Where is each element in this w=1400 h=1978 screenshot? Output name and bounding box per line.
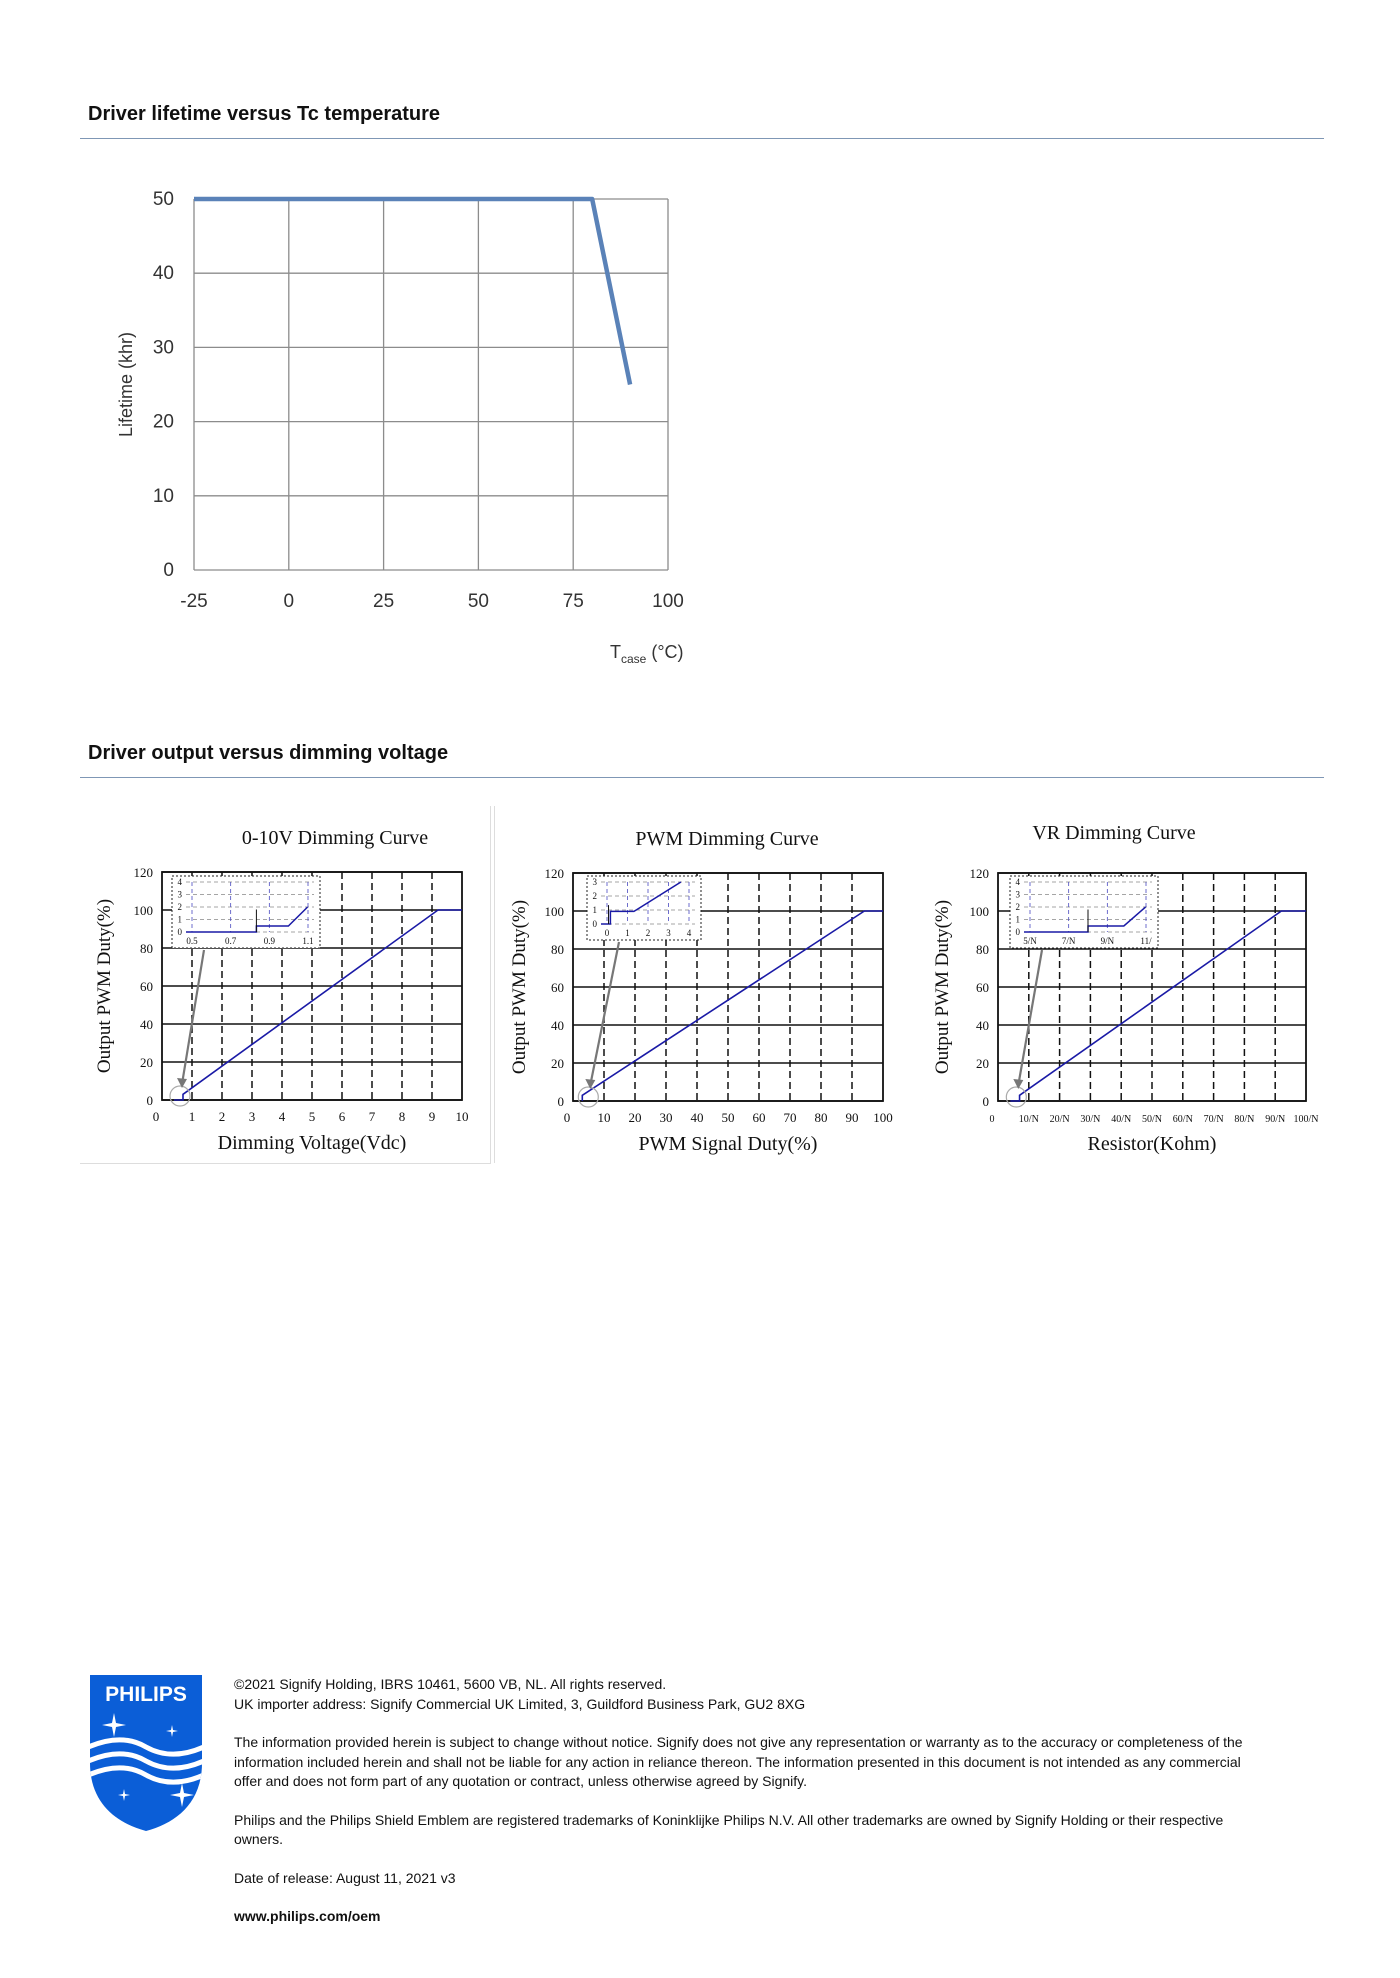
x-tick-label: 10 xyxy=(455,1109,469,1124)
inset-y-tick-label: 2 xyxy=(1015,902,1020,912)
y-tick-label: 60 xyxy=(140,979,153,994)
x-tick-label: 8 xyxy=(398,1109,406,1124)
lifetime-chart xyxy=(110,180,710,670)
x-tick-label: 7 xyxy=(368,1109,376,1124)
x-tick-label: 60 xyxy=(752,1110,766,1125)
x-tick-label: 20/N xyxy=(1049,1114,1070,1125)
y-tick-label: 0 xyxy=(982,1094,989,1109)
inset-y-tick-label: 2 xyxy=(592,891,597,901)
inset-x-tick-label: 0.7 xyxy=(225,936,237,946)
y-tick-label: 40 xyxy=(551,1018,564,1033)
y-tick-label: 0 xyxy=(557,1094,564,1109)
x-tick-label: 50/N xyxy=(1142,1114,1162,1125)
y-tick-label: 100 xyxy=(544,904,564,919)
x-tick-label: 0 xyxy=(152,1109,160,1124)
inset-x-tick-label: 11/ xyxy=(1140,936,1152,946)
x-tick-label: 30/N xyxy=(1080,1114,1101,1125)
x-tick-label: 70 xyxy=(783,1110,797,1125)
chart-title: VR Dimming Curve xyxy=(1032,822,1196,844)
inset-x-tick-label: 4 xyxy=(686,928,692,938)
x-tick-label: 20 xyxy=(628,1110,642,1125)
footer-importer: UK importer address: Signify Commercial UK Limited, 3, Guildford Business Park, GU2 8XG xyxy=(234,1695,806,1712)
inset-y-tick-label: 1 xyxy=(1015,914,1020,925)
inset-y-tick-label: 4 xyxy=(177,877,182,887)
y-tick-label: 40 xyxy=(140,1017,153,1032)
x-axis-label: PWM Signal Duty(%) xyxy=(638,1133,818,1155)
x-tick-label: 60/N xyxy=(1172,1114,1193,1125)
x-tick-label: 100/N xyxy=(1293,1114,1319,1125)
inset-x-tick-label: 1.1 xyxy=(302,936,314,946)
y-tick-label: 120 xyxy=(544,866,564,881)
y-tick-label: 60 xyxy=(976,980,989,995)
y-axis-label: Output PWM Duty(%) xyxy=(932,899,953,1075)
y-tick-label: 120 xyxy=(969,866,989,881)
inset-y-tick-label: 3 xyxy=(177,889,182,900)
inset-y-tick-label: 2 xyxy=(177,902,182,912)
x-tick-label: 4 xyxy=(278,1109,286,1124)
x-tick-label: 0 xyxy=(989,1114,995,1125)
y-tick-label: 40 xyxy=(976,1018,989,1033)
x-tick-label: 40 xyxy=(690,1110,704,1125)
philips-wordmark: PHILIPS xyxy=(105,1683,187,1706)
x-tick-label: 30 xyxy=(659,1110,673,1125)
y-tick-label: 10 xyxy=(152,485,174,507)
zoom-circle xyxy=(1006,1087,1026,1107)
y-tick-label: 30 xyxy=(152,337,174,359)
inset-x-tick-label: 9/N xyxy=(1100,936,1115,946)
y-tick-label: 50 xyxy=(152,189,174,210)
inset-y-tick-label: 3 xyxy=(1015,889,1020,900)
dimming-chart-vr xyxy=(918,806,1330,1163)
y-tick-label: 100 xyxy=(969,904,989,919)
x-tick-label: 90/N xyxy=(1265,1114,1286,1125)
y-tick-label: 20 xyxy=(140,1055,153,1070)
inset-x-tick-label: 0.5 xyxy=(186,936,198,946)
y-tick-label: 0 xyxy=(146,1093,153,1108)
y-tick-label: 80 xyxy=(140,941,153,956)
footer-disclaimer: The information provided herein is subject to change without notice. Signify does not give any representation or warranty as to the accuracy or completeness of the information included herein and shall not be liable for any action in reliance thereon. The information presented in this document is not intended as any commercial offer and does not form part of any quotation or contract, unless otherwise agreed by Signify. xyxy=(234,1734,1243,1789)
inset-x-tick-label: 2 xyxy=(645,928,651,938)
x-tick-label: 10 xyxy=(597,1110,611,1125)
chart-title: PWM Dimming Curve xyxy=(635,828,819,850)
y-tick-label: 120 xyxy=(133,865,153,880)
inset-y-tick-label: 0 xyxy=(592,919,597,929)
x-tick-label: 100 xyxy=(873,1110,893,1125)
chart-title: 0-10V Dimming Curve xyxy=(241,827,429,849)
x-tick-label: 6 xyxy=(338,1109,346,1124)
y-tick-label: 80 xyxy=(976,942,989,957)
x-tick-label: 50 xyxy=(721,1110,735,1125)
x-tick-label: 9 xyxy=(428,1109,436,1124)
x-tick-label: -25 xyxy=(180,591,208,612)
zoom-circle xyxy=(578,1087,598,1107)
dimming-chart-pwm xyxy=(494,806,915,1163)
section-divider xyxy=(80,138,1324,139)
y-axis-label: Output PWM Duty(%) xyxy=(94,898,115,1074)
footer-trademarks: Philips and the Philips Shield Emblem are registered trademarks of Koninklijke Philips N.V. All other trademarks are owned by Signify Holding or their respective owners. xyxy=(234,1811,1224,1847)
zoom-circle xyxy=(170,1086,190,1106)
x-tick-label: 1 xyxy=(188,1109,196,1124)
zoom-pointer xyxy=(1018,950,1042,1085)
inset-x-tick-label: 7/N xyxy=(1061,936,1076,946)
x-axis-label: $T_{case}$ (°C) xyxy=(610,642,684,666)
inset-x-tick-label: 3 xyxy=(666,928,671,938)
dimming-chart-0-10v xyxy=(80,806,491,1164)
zoom-pointer xyxy=(182,950,204,1084)
philips-shield-logo xyxy=(84,1671,208,1834)
footer-website-link[interactable]: www.philips.com/oem xyxy=(234,1908,381,1924)
x-tick-label: 5 xyxy=(308,1109,316,1124)
inset-x-tick-label: 0.9 xyxy=(263,936,275,946)
x-tick-label: 2 xyxy=(218,1109,226,1124)
x-axis-label: Dimming Voltage(Vdc) xyxy=(217,1132,407,1154)
x-axis-label: Resistor(Kohm) xyxy=(1087,1133,1217,1155)
y-tick-label: 20 xyxy=(152,411,174,433)
section-divider xyxy=(80,777,1324,778)
x-tick-label: 0 xyxy=(563,1110,571,1125)
y-tick-label: 80 xyxy=(551,942,564,957)
x-tick-label: 25 xyxy=(373,591,395,612)
y-tick-label: 60 xyxy=(551,980,564,995)
inset-y-tick-label: 4 xyxy=(1015,877,1020,887)
x-tick-label: 80/N xyxy=(1234,1114,1255,1125)
x-tick-label: 80 xyxy=(814,1110,828,1125)
footer-release-date: Date of release: August 11, 2021 v3 xyxy=(234,1869,456,1886)
section-title-lifetime: Driver lifetime versus Tc temperature xyxy=(88,103,441,125)
x-tick-label: 70/N xyxy=(1203,1114,1224,1125)
y-tick-label: 100 xyxy=(133,903,153,918)
lifetime-series-line xyxy=(194,199,630,385)
footer-copyright: ©2021 Signify Holding, IBRS 10461, 5600 VB, NL. All rights reserved. xyxy=(234,1676,667,1692)
section-title-dimming: Driver output versus dimming voltage xyxy=(88,742,449,764)
x-tick-label: 3 xyxy=(248,1109,256,1124)
inset-y-tick-label: 0 xyxy=(1015,927,1020,937)
x-tick-label: 0 xyxy=(283,591,295,612)
inset-x-tick-label: 5/N xyxy=(1023,936,1037,946)
inset-x-tick-label: 1 xyxy=(625,928,630,938)
y-axis-label: Lifetime (khr) xyxy=(116,331,136,438)
x-tick-label: 40/N xyxy=(1111,1114,1132,1125)
x-tick-label: 50 xyxy=(467,591,489,612)
x-tick-label: 10/N xyxy=(1018,1114,1039,1125)
inset-y-tick-label: 1 xyxy=(592,905,597,915)
inset-y-tick-label: 1 xyxy=(177,914,182,925)
y-tick-label: 20 xyxy=(551,1056,564,1071)
inset-y-tick-label: 3 xyxy=(592,877,597,887)
x-tick-label: 100 xyxy=(652,591,684,612)
y-tick-label: 0 xyxy=(163,560,174,581)
footer xyxy=(234,1675,1244,1927)
inset-x-tick-label: 0 xyxy=(604,928,610,938)
y-tick-label: 40 xyxy=(152,263,174,285)
x-tick-label: 90 xyxy=(845,1110,859,1125)
y-tick-label: 20 xyxy=(976,1056,989,1071)
inset-y-tick-label: 0 xyxy=(177,927,182,937)
y-axis-label: Output PWM Duty(%) xyxy=(509,899,530,1075)
x-tick-label: 75 xyxy=(562,591,584,612)
